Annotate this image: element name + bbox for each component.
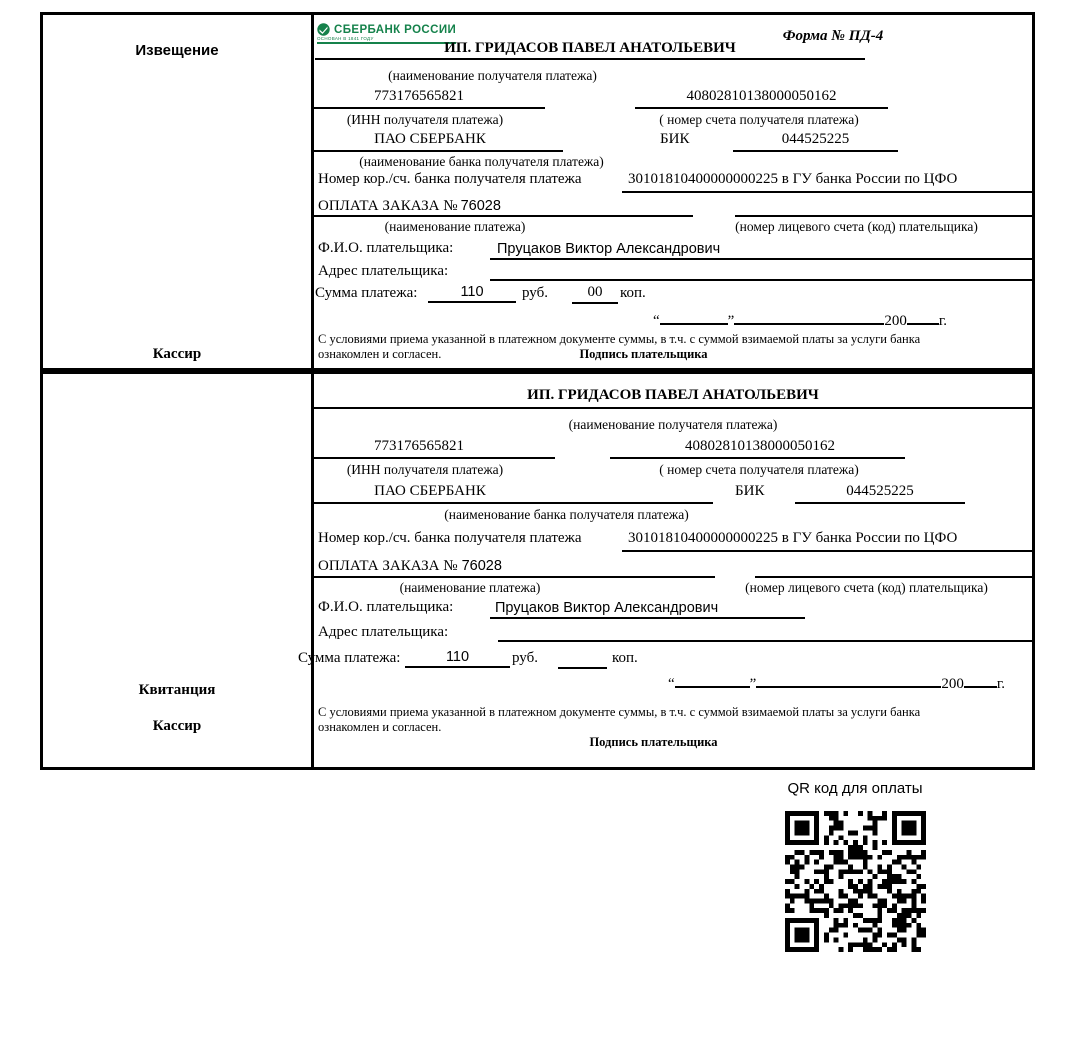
bik-underline bbox=[795, 502, 965, 504]
agreement-line2: ознакомлен и согласен. bbox=[318, 347, 442, 361]
payment-name-underline bbox=[313, 215, 693, 217]
corr-account-label: Номер кор./сч. банка получателя платежа bbox=[318, 171, 582, 187]
payment-name-value bbox=[318, 198, 501, 215]
payment-name-underline bbox=[313, 576, 715, 578]
recipient-name-value: ИП. ГРИДАСОВ ПАВЕЛ АНАТОЛЬЕВИЧ bbox=[315, 40, 865, 60]
corr-account-value: 30101810400000000225 в ГУ банка России по ЦФО bbox=[628, 530, 958, 546]
receipt-label: Квитанция bbox=[138, 682, 216, 698]
account-underline bbox=[635, 107, 888, 109]
bank-name-underline bbox=[313, 502, 713, 504]
date-row bbox=[668, 671, 1005, 693]
receipt-section bbox=[40, 371, 1035, 770]
recipient-name-value: ИП. ГРИДАСОВ ПАВЕЛ АНАТОЛЬЕВИЧ bbox=[527, 387, 819, 403]
kop-label: коп. bbox=[620, 285, 646, 301]
date-year-line bbox=[964, 671, 997, 688]
account-value: 40802810138000050162 bbox=[686, 88, 837, 104]
payment-name-label: (наименование платежа) bbox=[399, 580, 541, 595]
payment-name-label: (наименование платежа) bbox=[384, 219, 526, 234]
date-row bbox=[653, 308, 947, 330]
corr-account-underline bbox=[622, 191, 1035, 193]
payer-name-label: Ф.И.О. плательщика: bbox=[318, 599, 454, 615]
payer-name-label: Ф.И.О. плательщика: bbox=[318, 240, 454, 256]
sum-label: Сумма платежа: bbox=[298, 650, 401, 666]
quote-open: “ bbox=[653, 313, 660, 329]
personal-account-underline bbox=[735, 215, 1035, 217]
bik-value: 044525225 bbox=[846, 483, 914, 499]
payer-address-underline bbox=[498, 640, 1035, 642]
sum-kop-value: 00 bbox=[572, 284, 618, 304]
sberbank-emblem-icon bbox=[317, 23, 330, 36]
bik-label: БИК bbox=[660, 131, 690, 147]
sberbank-logo-text: СБЕРБАНК РОССИИ bbox=[334, 23, 457, 36]
personal-account-label: (номер лицевого счета (код) плательщика) bbox=[745, 580, 988, 595]
order-number: 76028 bbox=[461, 558, 502, 574]
quote-close: ” bbox=[727, 313, 735, 329]
qr-code bbox=[785, 811, 926, 952]
bank-name-underline bbox=[313, 150, 563, 152]
cashier-label: Кассир bbox=[152, 346, 202, 362]
corr-account-label: Номер кор./сч. банка получателя платежа bbox=[318, 530, 582, 546]
sum-label: Сумма платежа: bbox=[315, 285, 418, 301]
recipient-name-label: (наименование получателя платежа) bbox=[568, 417, 778, 432]
column-divider bbox=[311, 15, 314, 368]
column-divider bbox=[311, 374, 314, 767]
agreement-line2: ознакомлен и согласен. bbox=[318, 720, 442, 734]
form-number-title: Форма № ПД-4 bbox=[782, 28, 884, 44]
bank-name-value: ПАО СБЕРБАНК bbox=[374, 483, 486, 499]
payment-name-prefix: ОПЛАТА ЗАКАЗА № bbox=[318, 558, 458, 574]
payer-address-label: Адрес плательщика: bbox=[318, 624, 449, 640]
quote-open: “ bbox=[668, 676, 675, 692]
year-prefix: 200 bbox=[941, 676, 964, 692]
account-label: ( номер счета получателя платежа) bbox=[659, 112, 859, 127]
date-month-line bbox=[756, 671, 941, 688]
inn-label: (ИНН получателя платежа) bbox=[346, 112, 504, 127]
payer-address-underline bbox=[490, 279, 1035, 281]
cashier-label: Кассир bbox=[152, 718, 202, 734]
date-month-line bbox=[734, 308, 884, 325]
date-day-line bbox=[675, 671, 750, 688]
payer-signature-label: Подпись плательщика bbox=[589, 735, 718, 749]
bank-name-label: (наименование банка получателя платежа) bbox=[444, 507, 689, 522]
notice-label: Извещение bbox=[135, 42, 219, 59]
qr-code-label: QR код для оплаты bbox=[787, 780, 923, 797]
agreement-line1: С условиями приема указанной в платежном документе суммы, в т.ч. с суммой взимаемой платы за услуги банка bbox=[318, 705, 921, 719]
payer-name-value: Пруцаков Виктор Александрович bbox=[497, 241, 721, 257]
bank-name-value: ПАО СБЕРБАНК bbox=[374, 131, 486, 147]
account-label: ( номер счета получателя платежа) bbox=[659, 462, 859, 477]
sberbank-logo-tagline: ОСНОВАН В 1841 ГОДУ bbox=[317, 36, 374, 41]
date-year-line bbox=[907, 308, 939, 325]
bik-label: БИК bbox=[735, 483, 765, 499]
payment-name-value bbox=[318, 558, 502, 575]
year-prefix: 200 bbox=[884, 313, 907, 329]
sum-rub-value: 110 bbox=[405, 649, 510, 668]
inn-value: 773176565821 bbox=[374, 438, 464, 454]
agreement-line1: С условиями приема указанной в платежном документе суммы, в т.ч. с суммой взимаемой платы за услуги банка bbox=[318, 332, 921, 346]
inn-underline bbox=[313, 457, 555, 459]
recipient-name-label: (наименование получателя платежа) bbox=[388, 68, 597, 83]
payer-signature-label: Подпись плательщика bbox=[579, 347, 708, 361]
sum-kop-value bbox=[558, 649, 607, 669]
kop-label: коп. bbox=[612, 650, 638, 666]
payer-name-value: Пруцаков Виктор Александрович bbox=[495, 600, 719, 616]
quote-close: ” bbox=[749, 676, 757, 692]
notice-section bbox=[40, 12, 1035, 371]
personal-account-underline bbox=[755, 576, 1035, 578]
rub-label: руб. bbox=[512, 650, 538, 666]
date-day-line bbox=[660, 308, 728, 325]
payer-name-underline bbox=[490, 617, 805, 619]
bik-value: 044525225 bbox=[781, 131, 850, 147]
rub-label: руб. bbox=[522, 285, 548, 301]
payment-name-prefix: ОПЛАТА ЗАКАЗА № bbox=[318, 198, 458, 214]
personal-account-label: (номер лицевого счета (код) плательщика) bbox=[735, 219, 978, 234]
year-suffix: г. bbox=[996, 676, 1006, 692]
account-underline bbox=[610, 457, 905, 459]
account-value: 40802810138000050162 bbox=[685, 438, 835, 454]
inn-underline bbox=[313, 107, 545, 109]
corr-account-value: 30101810400000000225 в ГУ банка России по ЦФО bbox=[628, 171, 958, 187]
recipient-name-underline bbox=[311, 407, 1032, 409]
bik-underline bbox=[733, 150, 898, 152]
inn-value: 773176565821 bbox=[374, 88, 464, 104]
payer-name-underline bbox=[490, 258, 1035, 260]
corr-account-underline bbox=[622, 550, 1035, 552]
inn-label: (ИНН получателя платежа) bbox=[346, 462, 504, 477]
sum-rub-value: 110 bbox=[428, 284, 516, 303]
bank-name-label: (наименование банка получателя платежа) bbox=[359, 154, 604, 169]
payer-address-label: Адрес плательщика: bbox=[318, 263, 449, 279]
order-number: 76028 bbox=[460, 198, 501, 214]
year-suffix: г. bbox=[938, 313, 948, 329]
